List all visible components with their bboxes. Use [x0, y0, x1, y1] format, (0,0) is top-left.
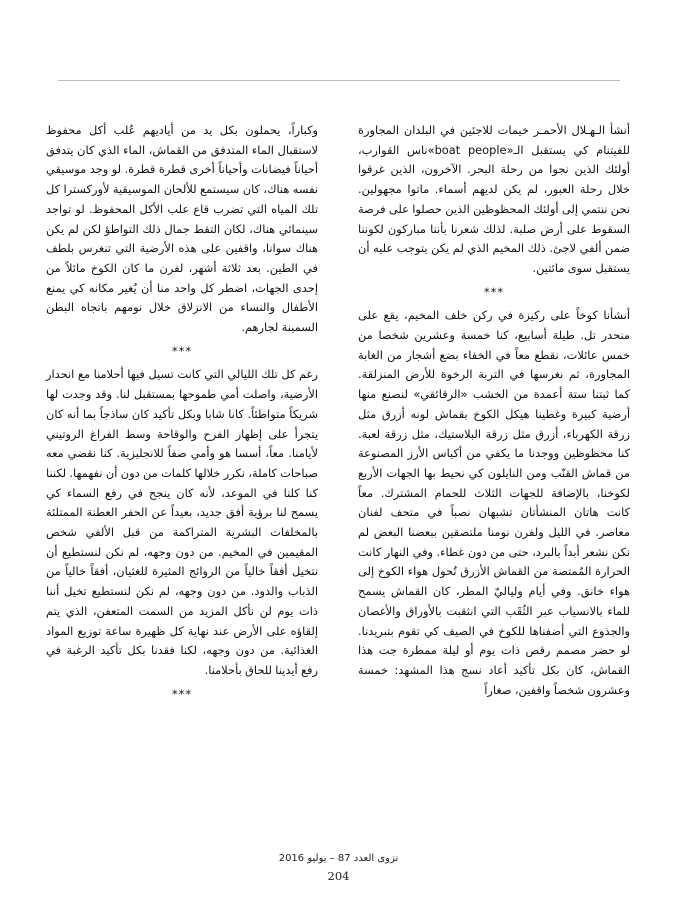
- footer-issue-label: نزوى العدد 87 – يوليو 2016: [278, 853, 399, 864]
- paragraph: أنشأنا كوخاً على ركيزة في ركن خلف المخيم، يقع على منحدر تل. طيلة أسابيع، كنا خمسة وعشرين شخصا من خمس عائلات، نقطع معاً في الخفاء بضع أشجار من الغابة المجاورة، ثم نغرسها في التربة الرخوة للأرض المنزلقة. كما ثبتنا ستة أعمدة من الخشب «الرقائقي» لنصنع منها أرضية كبيرة وغطينا هيكل الكوخ بقماش لونه أزرق مثل زرقة الكهرباء، أزرق مثل زرقة البلاستيك، مثل زرقة لعبة. كنا محظوظين ووجدنا ما يكفي من أكياس الأرز المصنوعة من قماش القنّب ومن النايلون كي نحيط بها الجهات الأربع لكوخنا، بالإضافة للجهات الثلاث للحمام المشترك. معاً كانت هاتان المنشأتان تشبهان نصباً في متحف لفنان معاصر. في الليل ولفرن نومنا ملتصقين ببعضنا البعض لم نكن نشعر أبداً بالبرد، حتى من دون غطاء. وفي النهار كانت الحرارة المُمتصة من القماش الأزرق تُحول هواء الكوخ إلى هواء خانق. وفي أيام ولياليّ المطر، كان القماش يسمح للماء بالانسياب عبر الثُقَب التي انثقبت بالأوراق والأغصان والجذوع التي أضفناها للكوخ في الصيف كي تقوم بتبريدنا. لو حضر مصمم رقص ذات يوم أو ليلة ممطرة جت هذا القماش، كان بكل تأكيد أعاد نسج هذا المشهد: خمسة وعشرون شخصاً واقفين، صغاراً: [358, 308, 630, 697]
- section-separator: ***: [171, 686, 193, 701]
- paragraph: وكباراً، يحملون بكل يد من أياديهم عُلب أكل محفوظ لاستقبال الماء المتدفق من القماش، الماء الذي كان يتدفق أحياناً فيضانات وأحياناً أخرى قطرة قطرة. لو وجد موسيقي نفسه هناك، كان سيستمع للألحان الموسيقية لأوركسترا كل تلك المياه التي تضرب قاع علب الأكل المحفوظ. لو تواجد سينمائي هناك، لكان التقط جمال ذلك التواطؤ لكن لم يكن هناك سوانا، واقفين على هذه الأرضية التي تنغرس بلطف في الطين. بعد ثلاثة أشهر، لفرن ما كان الكوخ مائلاً من إحدى الجهات، اضطر كل واحد منا أن يُغير مكانه كي يمنع الأطفال والنساء من الانزلاق خلال نومهم باتجاه البطن السمينة لجارهم.: [46, 123, 318, 335]
- section-separator: ***: [171, 343, 193, 358]
- section-separator: ***: [483, 284, 505, 299]
- text-column-right: [358, 121, 630, 700]
- text-column-left: [46, 121, 318, 708]
- header-rule: [58, 80, 620, 81]
- paragraph: أنشأ الـهـلال الأحمـر خيمات للاجئين في البلدان المجاورة للفيتنام كي يستقبل الـ«boat people»ناس القوارب، أولئك الذين نجوا من رحلة البحر. الآخرون، الذين غرقوا خلال رحلة العبور، لم يكن لديهم أسماء. ماتوا مجهولين. نحن ننتمي إلى أولئك المحظوظين الذين حصلوا على فرصة السقوط على أرض صلبة. لذلك شعرنا بأننا مباركون لكوننا ضمن ألفي لاجئ. ذلك المخيم الذي لم يكن يتوجب عليه أن يستقبل سوى مائتين.: [358, 123, 630, 275]
- paragraph: رغم كل تلك الليالي التي كانت تسيل فيها أحلامنا مع انحدار الأرضية، واصلت أمي طموحها بمستقبل لنا. وقد وجدت لها شريكاً متواطئاً. كانا شابا وبكل تأكيد كان ساذجاً بما أنه كان يتجرأ على إظهار الفرح والوقاحة وسط الفراغ الروتيني لأيامنا. معاً، أسسا هو وأمي صفاً للانجليزية. كنا نقضي معه صباحات كاملة، نكرر خلالها كلمات من دون أن نفهمها. لكننا كنا كلنا في الموعد، لأنه كان ينجح في رفع السماء كي يسمح لنا برؤية أفق جديد، بعيداً عن الحفر العطنة الممتلئة بالمخلفات البشرية المتراكمة من قبل الألفي شخص المقيمين في المخيم. من دون وجهه، لم نكن لنستطيع أن نتخيل أفقاً خالياً من الروائح المثيرة للغثيان، أفقاً خالياً من الذباب والدود. من دون وجهه، لم نكن لنستطيع تخيل أننا ذات يوم لن نأكل المزيد من السمت المتعفن، الذي يتم إلقاؤه على الأرض عند نهاية كل ظهيرة ساعة توزيع المواد الغذائية. من دون وجهه، لكنا فقدنا بكل تأكيد الرغبة في رفع أيدينا للحاق بأحلامنا.: [46, 367, 318, 677]
- page-number: 204: [327, 869, 350, 883]
